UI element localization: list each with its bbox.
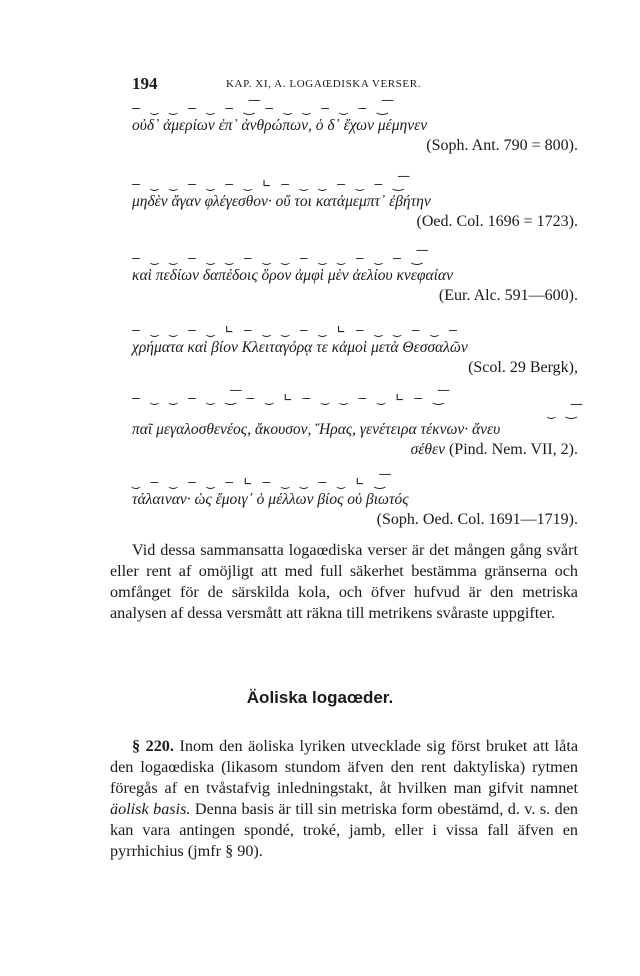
metrical-scheme: ‿ — ‿ — ‿ — ∟ — ‿ ‿ — ‿ ∟ ‿͞ (132, 475, 387, 490)
verse-example (132, 476, 578, 530)
metrical-scheme: — ‿ ‿ — ‿ — ‿͞ — ‿ ‿ — ‿ — ‿͞ (132, 101, 390, 116)
greek-verse: τάλαιναν· ὡς ἔμοιγ᾽ ὁ μέλλων βίος οὐ βιωτός (132, 491, 409, 508)
verse-source: (Soph. Ant. 790 = 800). (426, 137, 578, 154)
metrical-scheme: — ‿ ‿ — ‿ ∟ — ‿ ‿ — ‿ ∟ — ‿ ‿ — ‿ — (132, 323, 459, 338)
verse-example (132, 102, 578, 156)
greek-verse-continuation: σέθεν (410, 441, 445, 458)
greek-verse: παῖ μεγαλοσθενέος, ἄκουσον, Ἥρας, γενέτειρα τέκνων· ἄνευ (132, 421, 501, 438)
paragraph-text (110, 736, 578, 862)
verse-example (132, 324, 578, 378)
greek-verse: καὶ πεδίων δαπέδοις ὅρον ἀμφὶ μὲν ἀελίου κνεφαίαν (132, 267, 453, 284)
paragraph-text: Vid dessa sammansatta logaœdiska verser är det mången gång svårt eller rent af omöjligt att med full säkerhet bestämma gränserna och omfånget för de särskilda kola, och öfver hufvud är den metriska analysen af dessa versmått att räkna till metrikens svåraste uppgifter. (110, 541, 578, 622)
greek-verse: χρήματα καὶ βίον Κλειταγόρᾳ τε κἀμοὶ μετὰ Θεσσαλῶν (132, 339, 468, 356)
verse-source: (Soph. Oed. Col. 1691—1719). (376, 511, 578, 528)
running-head: KAP. XI, A. LOGAŒDISKA VERSER. (226, 78, 422, 90)
verse-example (132, 252, 578, 306)
metrical-scheme: — ‿ ‿ — ‿ ‿ — ‿ ‿ — ‿ ‿ — ‿ — ‿͞ (132, 251, 424, 266)
metrical-scheme-continuation: ‿ ‿͞ (547, 405, 578, 420)
verse-source: (Oed. Col. 1696 = 1723). (416, 213, 578, 230)
term-emphasis: äolisk basis. (110, 800, 191, 818)
verse-continuation-line (132, 440, 578, 460)
section-paragraph (110, 736, 578, 862)
verse-source: (Eur. Alc. 591—600). (438, 287, 578, 304)
page-header (132, 76, 572, 96)
verse-example (132, 178, 578, 232)
section-number: § 220. (132, 737, 174, 755)
greek-verse: μηδὲν ἄγαν φλέγεσθον· οὔ τοι κατάμεμπτ᾽ ἐβήτην (132, 193, 431, 210)
section-heading: Äoliska logaœder. (246, 688, 394, 707)
metrical-scheme: — ‿ ‿ — ‿ ‿͞ — ‿ ∟ — ‿ ‿ — ‿ ∟ — ‿͞ (132, 391, 446, 406)
verse-example (132, 392, 578, 460)
verse-source: (Pind. Nem. VII, 2). (448, 441, 578, 458)
metrical-scheme: — ‿ ‿ — ‿ — ‿ ∟ — ‿ ‿ — ‿ — ‿͞ (132, 177, 406, 192)
page-number: 194 (132, 74, 158, 93)
greek-verse: οὐδ᾽ ἀμερίων ἐπ᾽ ἀνθρώπων, ὁ δ᾽ ἔχων μέμηνεν (132, 117, 428, 134)
body-paragraph (110, 540, 578, 624)
paragraph-text-a: Inom den äoliska lyriken utvecklade sig först bruket att låta den logaœdiska (likasom stundom äfven den rent daktyliska) rytmen föregås af en tvåstafvig inledningstakt, åt hvilken man gifvit namnet (110, 737, 579, 797)
verse-source: (Scol. 29 Bergk), (468, 359, 578, 376)
paragraph-text-b: Denna basis är till sin metriska form obestämd, d. v. s. den kan vara antingen spondé, troké, jamb, eller i vissa fall äfven en pyrrhichius (jmfr § 90). (110, 800, 578, 860)
